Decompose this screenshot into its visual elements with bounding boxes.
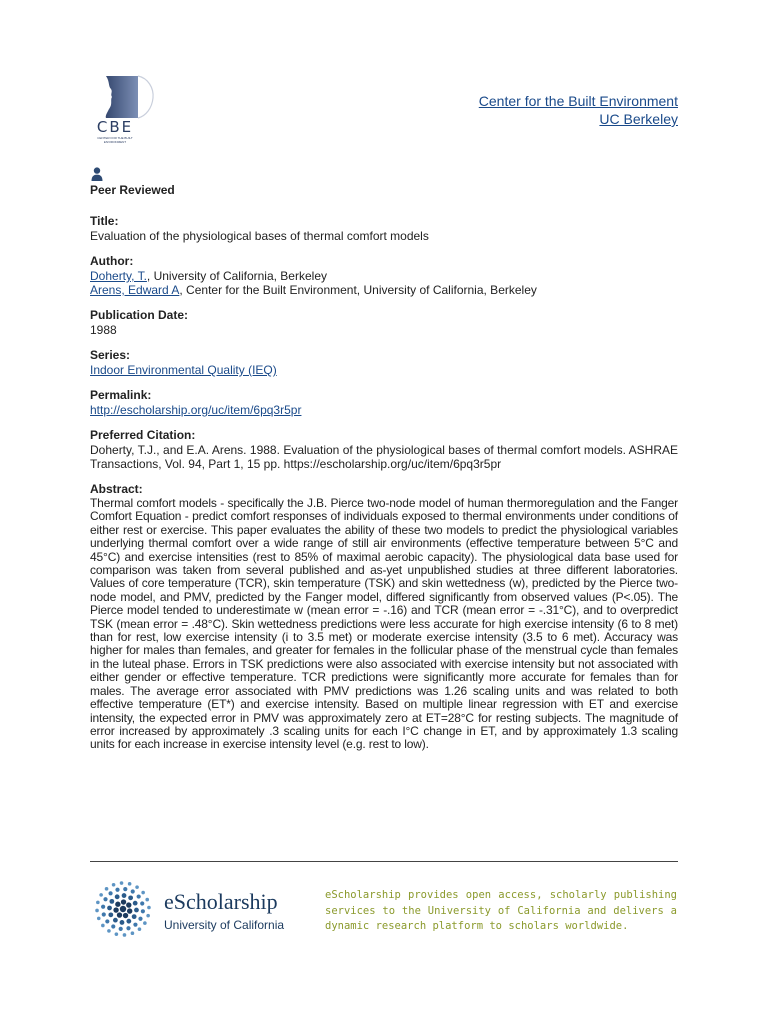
permalink-field [90,387,678,417]
logo-dot [131,889,135,893]
cbe-logo-text: CBE [96,118,134,136]
logo-dot [123,887,127,891]
logo-dot [96,901,100,905]
logo-dot [138,927,142,931]
logo-dot [141,909,145,913]
university-link[interactable]: UC Berkeley [599,111,678,127]
logo-dot [119,927,123,931]
logo-dot [135,885,139,889]
logo-dot [133,901,138,906]
author-affiliation: , University of California, Berkeley [146,269,327,283]
logo-dot [97,917,101,921]
author-entry [90,283,678,297]
logo-dot [127,908,132,913]
logo-dot [133,923,137,927]
author-affiliation: , Center for the Built Environment, University of California, Berkeley [179,283,537,297]
logo-dot [120,906,126,912]
logo-dot [122,893,127,898]
logo-dot [115,894,120,899]
logo-dot [113,907,118,912]
logo-dot [126,902,131,907]
title-field [90,213,678,243]
logo-dot [128,895,133,900]
logo-dot [117,912,122,917]
logo-dot [105,919,109,923]
logo-dot [108,891,112,895]
cbe-logo-icon [90,74,156,120]
cbe-logo-subtext: CENTER FOR THE BUILT ENVIRONMENT [97,136,133,144]
publication-date-field [90,307,678,337]
series-link[interactable]: Indoor Environmental Quality (IEQ) [90,363,277,377]
citation-value: Doherty, T.J., and E.A. Arens. 1988. Evaluation of the physiological bases of thermal comfort models. ASHRAE Transactions, Vol. 94, Part 1, 15 pp. https://escholarship.org/uc/item/6pq3r5pr [90,443,678,471]
logo-dot [105,887,109,891]
abstract-field [90,481,678,752]
logo-dot [137,894,141,898]
escholarship-brand-name: eScholarship [164,889,278,914]
logo-dot [109,899,114,904]
logo-dot [145,898,149,902]
author-entry [90,269,678,283]
logo-dot [138,917,142,921]
footer-divider [90,861,678,862]
center-link[interactable]: Center for the Built Environment [478,93,678,109]
logo-dot [103,897,107,901]
person-icon [91,167,103,181]
title-label: Title: [90,214,119,228]
logo-dot [112,883,116,887]
series-label: Series: [90,348,131,362]
logo-dot [120,881,124,885]
cbe-logo [90,74,156,146]
logo-dot [126,919,131,924]
series-field [90,347,678,377]
logo-dot [143,921,147,925]
logo-dot [123,933,127,937]
logo-dot [102,912,106,916]
escholarship-logo-icon [93,878,153,940]
author-link-arens[interactable]: Arens, Edward A [90,283,180,297]
logo-dot [101,924,105,928]
logo-dot [95,909,99,913]
logo-dot [107,929,111,933]
logo-dot [99,893,103,897]
title-value: Evaluation of the physiological bases of thermal comfort models [90,229,429,243]
escholarship-description: eScholarship provides open access, scholarly publishing services to the University of California and delivers a dynamic research platform to scholars worldwide. [325,889,677,932]
abstract-label: Abstract: [90,482,143,496]
publication-date-label: Publication Date: [90,308,189,322]
peer-reviewed-label: Peer Reviewed [90,183,175,197]
permalink-label: Permalink: [90,388,152,402]
logo-dot [111,924,115,928]
peer-reviewed-section [90,167,175,197]
author-field [90,253,678,297]
permalink-link[interactable]: http://escholarship.org/uc/item/6pq3r5pr [90,403,302,417]
author-link-doherty[interactable]: Doherty, T. [90,269,147,283]
logo-dot [101,905,105,909]
citation-label: Preferred Citation: [90,428,196,442]
logo-dot [108,912,113,917]
logo-dot [115,932,119,936]
escholarship-brand-sub: University of California [164,918,285,932]
record-details [90,213,678,762]
logo-dot [131,931,135,935]
logo-dot [120,920,125,925]
logo-dot [128,882,132,886]
author-label: Author: [90,254,134,268]
logo-dot [134,908,139,913]
logo-dot [115,888,119,892]
header-links [479,92,678,128]
logo-dot [126,926,130,930]
publication-date-value: 1988 [90,323,117,337]
logo-dot [141,891,145,895]
citation-field [90,427,678,471]
logo-dot [107,906,112,911]
logo-dot [146,914,150,918]
logo-dot [113,918,118,923]
logo-dot [121,899,126,904]
logo-dot [147,906,151,910]
abstract-text: Thermal comfort models - specifically the J.B. Pierce two-node model of human thermoregulation and the Fanger Comfort Equation - predict comfort responses of individuals exposed to thermal environments under conditions of either rest or exercise. This paper evaluates the ability of these two models to predict the physiological variables underlying thermal comfort over a wide range of still air environments (effective temperature between 5°C and 45°C) and exercise intensities (rest to 85% of maximal aerobic capacity). The physiological data base used for comparison was taken from several published and as-yet unpublished studies at three different laboratories. Values of core temperature (TCR), skin temperature (TSK) and skin wettedness (w), predicted by the Pierce two-node model, and PMV, predicted by the Fanger model, differed significantly from observed values (P<.05). The Pierce model tended to underestimate w (mean error = -.16) and TCR (mean error = -.31°C), and to overpredict TSK (mean error = .48°C). Skin wettedness predictions were less accurate for high exercise intensity (6 to 8 met) than for rest, low exercise intensity (i to 3.5 met) or moderate exercise intensity (3.5 to 6 met). Accuracy was higher for males than females, and greater for females in the follicular phase of the menstrual cycle than females in the luteal phase. Errors in TSK predictions were also associated with exercise intensity but not associated with either gender or effective temperature. TCR predictions were significantly more accurate for females than for males. The average error associated with PMV predictions was 1.26 scaling units and was related to both effective temperature (ET*) and exercise intensity. Based on multiple linear regression with ET and exercise intensity, the expected error in PMV was approximately zero at ET=28°C for resting subjects. The magnitude of error increased by approximately .3 scaling units for each I°C change in ET, and by approximately 1.3 scaling units for each increase in exercise intensity level (e.g. rest to low). [90,496,678,752]
logo-dot [123,913,128,918]
logo-dot [140,901,144,905]
logo-dot [115,902,120,907]
logo-dot [132,914,137,919]
